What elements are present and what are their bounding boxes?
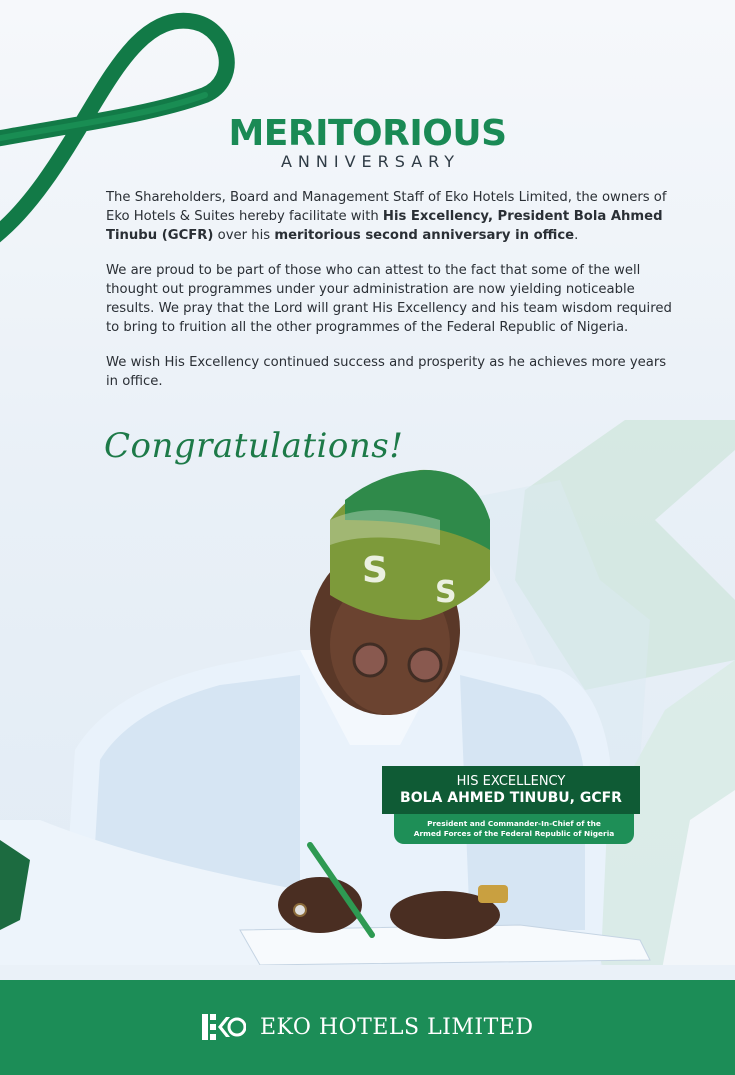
p1-text-a: The Shareholders, Board and Management Staff of Eko Hotels Limited, the owners of Eko Hotels & Suites hereby facilitate with [106, 190, 667, 224]
message-body [106, 188, 676, 407]
caption-role-line-1: President and Commander-In-Chief of the [427, 819, 601, 828]
page-subtitle: ANNIVERSARY [280, 152, 461, 171]
p1-bold-a: His Excellency, President Bola Ahmed Tinubu (GCFR) [106, 209, 663, 243]
p1-text-c: . [574, 228, 579, 243]
svg-text:S: S [362, 550, 388, 591]
congratulations-heading: Congratulations! [104, 426, 404, 466]
eko-logo-icon [202, 1014, 246, 1040]
company-name: EKO HOTELS LIMITED [260, 1014, 534, 1040]
caption-box [382, 766, 640, 844]
p1-bold-b: meritorious second anniversary in office [274, 228, 575, 243]
footer-bar [0, 980, 735, 1075]
p1-text-b: over his [213, 228, 275, 243]
caption-title: HIS EXCELLENCY [456, 774, 566, 789]
footer-brand [0, 1014, 735, 1040]
caption-name: BOLA AHMED TINUBU, GCFR [400, 790, 622, 806]
page-title: MERITORIOUS [228, 113, 507, 154]
caption-name-panel [382, 766, 640, 814]
paragraph-2: We are proud to be part of those who can attest to the fact that some of the well thought out programmes under your administration are now yielding noticeable results. We pray that the Lord will grant His Excellency and his team wisdom required to bring to fruition all the other programmes of the Federal Republic of Nigeria. [106, 263, 672, 335]
title-block [0, 114, 735, 171]
svg-text:S: S [435, 575, 457, 610]
paragraph-1 [106, 188, 676, 245]
caption-role-line-2: Armed Forces of the Federal Republic of Nigeria [413, 829, 615, 838]
caption-role-panel [394, 814, 634, 844]
paragraph-3: We wish His Excellency continued success and prosperity as he achieves more years in office. [106, 355, 667, 389]
president-signing-photo [0, 460, 735, 980]
